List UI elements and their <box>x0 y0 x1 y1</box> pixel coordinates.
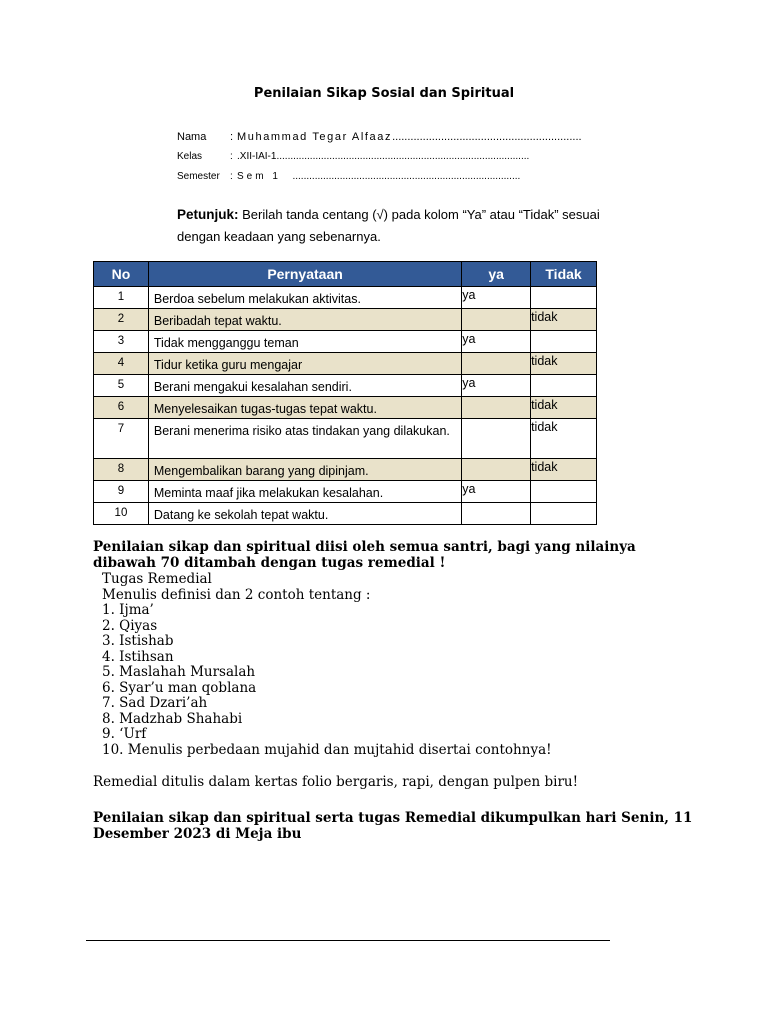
row-ya-cell[interactable]: ya <box>462 287 531 309</box>
row-no: 1 <box>94 287 149 309</box>
instruction-text: Berilah tanda centang (√) pada kolom “Ya” atau “Tidak” sesuai dengan keadaan yang sebenarnya. <box>177 207 600 244</box>
row-no: 9 <box>94 481 149 503</box>
row-no: 4 <box>94 353 149 375</box>
remedial-subheading: Menulis definisi dan 2 contoh tentang : <box>102 586 371 603</box>
table-row <box>94 419 597 459</box>
kelas-dots: ........................................................................................... <box>276 151 530 162</box>
notice-remedial-requirement: Penilaian sikap dan spiritual diisi oleh semua santri, bagi yang nilainya dibawah 70 ditambah dengan tugas remedial ! <box>93 539 636 571</box>
instruction-label: Petunjuk: <box>177 207 239 222</box>
table-row <box>94 375 597 397</box>
kelas-field <box>237 151 529 162</box>
nama-label: Nama <box>177 131 207 143</box>
row-statement: Tidak mengganggu teman <box>148 331 461 353</box>
table-row <box>94 481 597 503</box>
row-no: 7 <box>94 419 149 459</box>
semester-label: Semester <box>177 171 220 182</box>
instruction <box>177 204 607 248</box>
semester-value: Sem 1 <box>237 171 281 182</box>
list-item: 6. Syar’u man qoblana <box>102 679 257 696</box>
row-tidak-cell[interactable] <box>531 503 597 525</box>
kelas-value: .XII-IAI-1 <box>237 151 277 162</box>
row-statement: Mengembalikan barang yang dipinjam. <box>148 459 461 481</box>
row-statement: Meminta maaf jika melakukan kesalahan. <box>148 481 461 503</box>
table-row <box>94 309 597 331</box>
header-no: No <box>94 262 149 287</box>
row-statement: Berani mengakui kesalahan sendiri. <box>148 375 461 397</box>
row-tidak-cell[interactable]: tidak <box>531 419 597 459</box>
list-item: 3. Istishab <box>102 633 174 649</box>
row-ya-cell[interactable] <box>462 419 531 459</box>
list-item: 2. Qiyas <box>102 617 158 634</box>
row-tidak-cell[interactable]: tidak <box>531 397 597 419</box>
row-ya-cell[interactable] <box>462 309 531 331</box>
footer-divider <box>86 940 610 941</box>
row-tidak-cell[interactable] <box>531 287 597 309</box>
row-ya-cell[interactable]: ya <box>462 375 531 397</box>
notice-deadline: Penilaian sikap dan spiritual serta tugas Remedial dikumpulkan hari Senin, 11 Desember 2023 di Meja ibu <box>93 810 693 842</box>
semester-field <box>237 171 520 182</box>
row-tidak-cell[interactable] <box>531 331 597 353</box>
row-no: 3 <box>94 331 149 353</box>
table-row <box>94 331 597 353</box>
attitude-table <box>93 261 597 525</box>
semester-dots: .................................................................................. <box>292 171 521 182</box>
list-item: 1. Ijma’ <box>102 602 154 618</box>
row-tidak-cell[interactable]: tidak <box>531 353 597 375</box>
remedial-heading: Tugas Remedial <box>102 571 212 587</box>
list-item: 10. Menulis perbedaan mujahid dan mujtahid disertai contohnya! <box>102 741 552 758</box>
table-row <box>94 353 597 375</box>
list-item: 7. Sad Dzari’ah <box>102 695 208 711</box>
row-no: 5 <box>94 375 149 397</box>
row-statement: Menyelesaikan tugas-tugas tepat waktu. <box>148 397 461 419</box>
notice-writing-instructions: Remedial ditulis dalam kertas folio bergaris, rapi, dengan pulpen biru! <box>93 774 579 790</box>
list-item: 4. Istihsan <box>102 648 174 665</box>
row-no: 10 <box>94 503 149 525</box>
table-header-row <box>94 262 597 287</box>
nama-dots: .............................................................. <box>392 131 582 143</box>
row-no: 6 <box>94 397 149 419</box>
nama-value: Muhammad Tegar Alfaaz <box>237 131 393 143</box>
nama-field <box>237 131 582 143</box>
row-tidak-cell[interactable] <box>531 375 597 397</box>
row-ya-cell[interactable] <box>462 459 531 481</box>
row-statement: Datang ke sekolah tepat waktu. <box>148 503 461 525</box>
kelas-colon: : <box>230 151 233 162</box>
row-ya-cell[interactable] <box>462 397 531 419</box>
row-tidak-cell[interactable]: tidak <box>531 459 597 481</box>
table-row <box>94 287 597 309</box>
row-ya-cell[interactable] <box>462 503 531 525</box>
list-item: 5. Maslahah Mursalah <box>102 664 256 680</box>
list-item: 9. ‘Urf <box>102 726 147 742</box>
remedial-task-list <box>102 572 552 758</box>
table-row <box>94 459 597 481</box>
row-statement: Berani menerima risiko atas tindakan yang dilakukan. <box>148 419 461 459</box>
row-statement: Tidur ketika guru mengajar <box>148 353 461 375</box>
semester-colon: : <box>230 171 233 182</box>
row-no: 2 <box>94 309 149 331</box>
row-tidak-cell[interactable]: tidak <box>531 309 597 331</box>
table-row <box>94 397 597 419</box>
list-item: 8. Madzhab Shahabi <box>102 710 243 727</box>
header-pernyataan: Pernyataan <box>148 262 461 287</box>
row-ya-cell[interactable]: ya <box>462 481 531 503</box>
header-tidak: Tidak <box>531 262 597 287</box>
header-ya: ya <box>462 262 531 287</box>
kelas-label: Kelas <box>177 151 203 162</box>
table-row <box>94 503 597 525</box>
row-statement: Beribadah tepat waktu. <box>148 309 461 331</box>
nama-colon: : <box>230 131 234 143</box>
row-no: 8 <box>94 459 149 481</box>
row-tidak-cell[interactable] <box>531 481 597 503</box>
document-title: Penilaian Sikap Sosial dan Spiritual <box>253 86 515 101</box>
row-ya-cell[interactable]: ya <box>462 331 531 353</box>
row-ya-cell[interactable] <box>462 353 531 375</box>
row-statement: Berdoa sebelum melakukan aktivitas. <box>148 287 461 309</box>
